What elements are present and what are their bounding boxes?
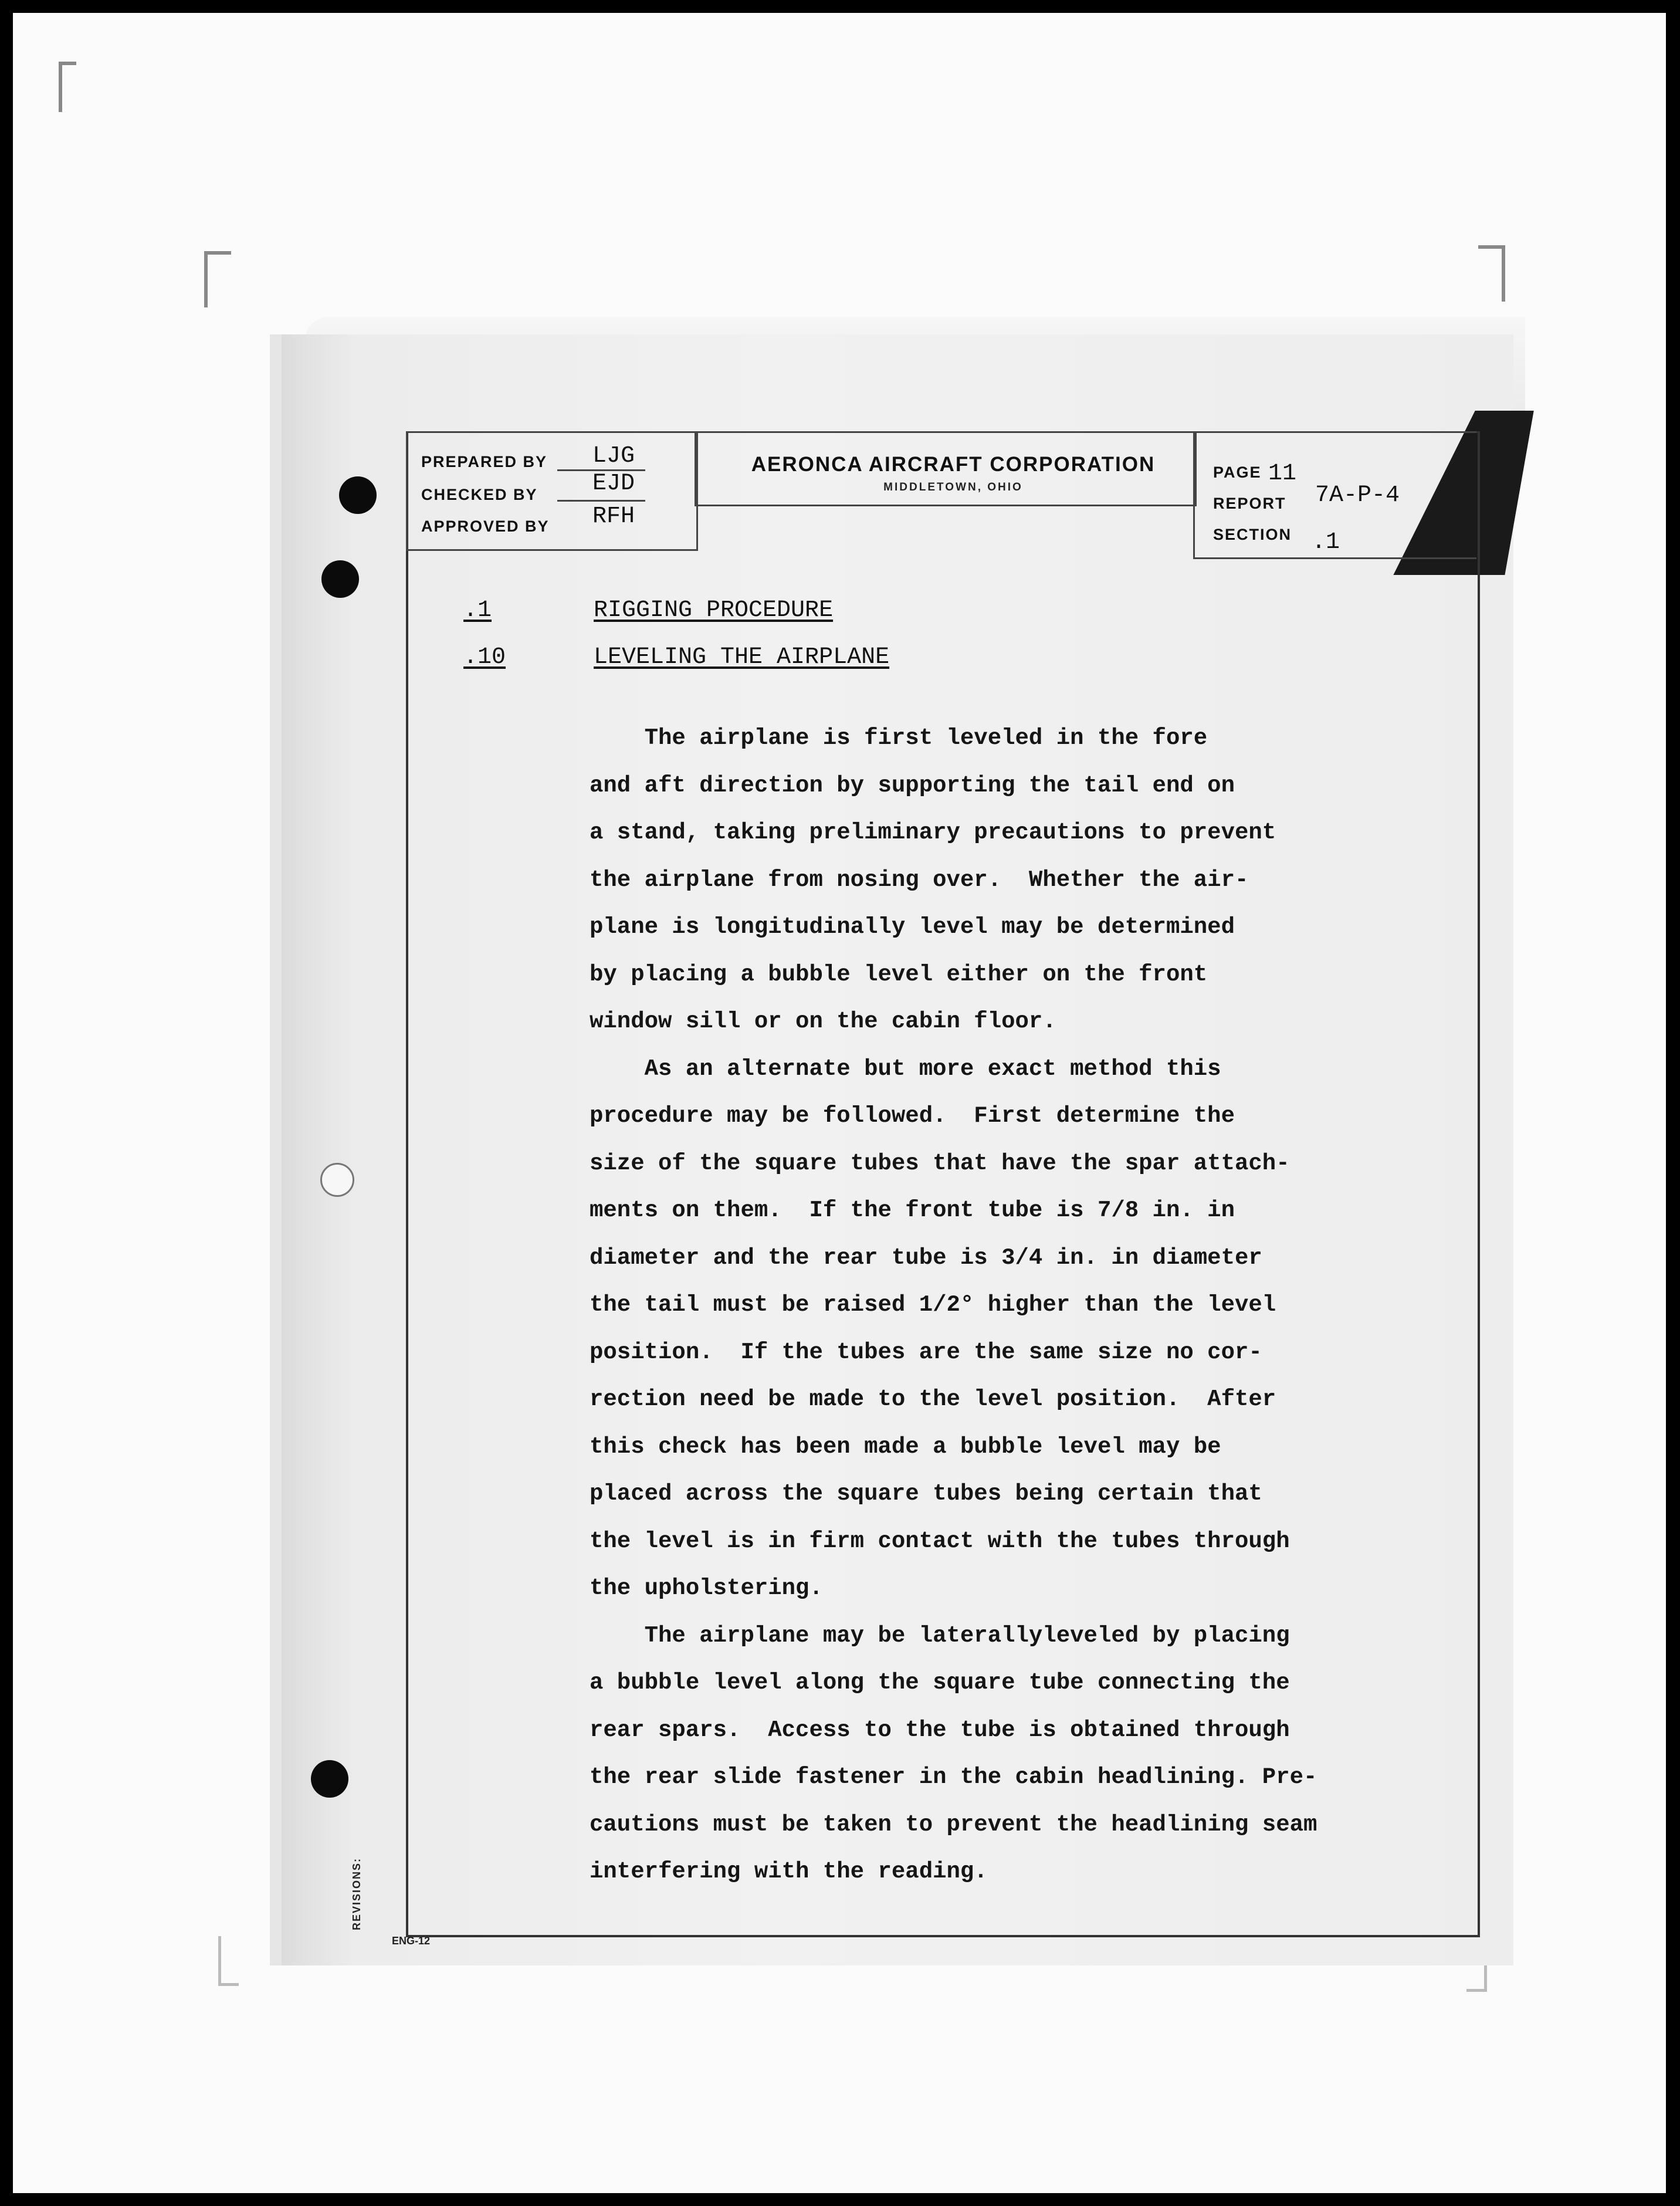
text-line: the level is in firm contact with the tubes through: [590, 1528, 1290, 1554]
revisions-label: REVISIONS:: [351, 1857, 363, 1930]
binder-hole-second: [321, 560, 359, 598]
page-label: PAGE: [1213, 463, 1262, 481]
text-line: and aft direction by supporting the tail end on: [590, 772, 1235, 799]
report-label: REPORT: [1213, 495, 1286, 512]
crop-mark-top-left: [59, 62, 76, 112]
text-line: the rear slide fastener in the cabin headlining. Pre-: [590, 1764, 1317, 1790]
binder-hole-bottom: [311, 1760, 348, 1798]
text-line: ments on them. If the front tube is 7/8 in. in: [590, 1197, 1235, 1223]
approved-by-value: RFH: [592, 503, 635, 530]
text-line: placed across the square tubes being certain that: [590, 1481, 1262, 1507]
binder-hole-top: [339, 476, 377, 514]
report-number: 7A-P-4: [1315, 482, 1400, 509]
text-line: position. If the tubes are the same size no cor-: [590, 1339, 1262, 1365]
text-line: a bubble level along the square tube connecting the: [590, 1670, 1290, 1696]
subsection-title-heading: LEVELING THE AIRPLANE: [594, 644, 890, 671]
crop-mark-sheet-top-left: [204, 251, 231, 307]
checked-by-label: CHECKED BY: [421, 486, 538, 503]
text-line: The airplane is first leveled in the fore: [590, 725, 1208, 751]
text-line: this check has been made a bubble level may be: [590, 1433, 1221, 1460]
section-number: .1: [1312, 529, 1340, 556]
approved-by-label: APPROVED BY: [421, 517, 550, 535]
text-line: procedure may be followed. First determine the: [590, 1103, 1235, 1129]
checked-by-value: EJD: [592, 471, 635, 497]
text-line: interfering with the reading.: [590, 1859, 988, 1884]
text-line: window sill or on the cabin floor.: [590, 1009, 1056, 1034]
crop-mark-sheet-top-right: [1478, 245, 1505, 302]
subsection-number-heading: .10: [463, 644, 506, 671]
text-line: The airplane may be laterallyleveled by placing: [590, 1622, 1290, 1649]
prepared-by-label: PREPARED BY: [421, 453, 548, 471]
text-line: diameter and the rear tube is 3/4 in. in diameter: [590, 1244, 1262, 1271]
binder-hole-middle: [320, 1163, 354, 1197]
text-line: the airplane from nosing over. Whether the air-: [590, 867, 1249, 893]
section-number-heading: .1: [463, 597, 492, 624]
company-name: AERONCA AIRCRAFT CORPORATION: [751, 453, 1156, 476]
text-line: As an alternate but more exact method this: [590, 1055, 1221, 1082]
company-location: MIDDLETOWN, OHIO: [883, 481, 1023, 493]
body-text: [590, 715, 1399, 1896]
page-number: 11: [1268, 461, 1297, 487]
text-line: rection need be made to the level position. After: [590, 1386, 1276, 1412]
text-line: a stand, taking preliminary precautions to prevent: [590, 820, 1276, 845]
checked-by-line: [557, 500, 645, 502]
text-line: plane is longitudinally level may be determined: [590, 914, 1235, 940]
crop-mark-bottom-left: [218, 1936, 239, 1986]
text-line: cautions must be taken to prevent the headlining seam: [590, 1811, 1317, 1838]
text-line: the upholstering.: [590, 1575, 823, 1601]
text-line: the tail must be raised 1/2° higher than the level: [590, 1292, 1276, 1318]
text-line: size of the square tubes that have the spar attach-: [590, 1150, 1290, 1176]
text-line: rear spars. Access to the tube is obtained through: [590, 1717, 1290, 1743]
section-title-heading: RIGGING PROCEDURE: [594, 597, 834, 624]
prepared-by-value: LJG: [592, 443, 635, 469]
text-line: by placing a bubble level either on the front: [590, 961, 1208, 987]
form-code: ENG-12: [392, 1935, 431, 1947]
section-label: SECTION: [1213, 526, 1292, 543]
